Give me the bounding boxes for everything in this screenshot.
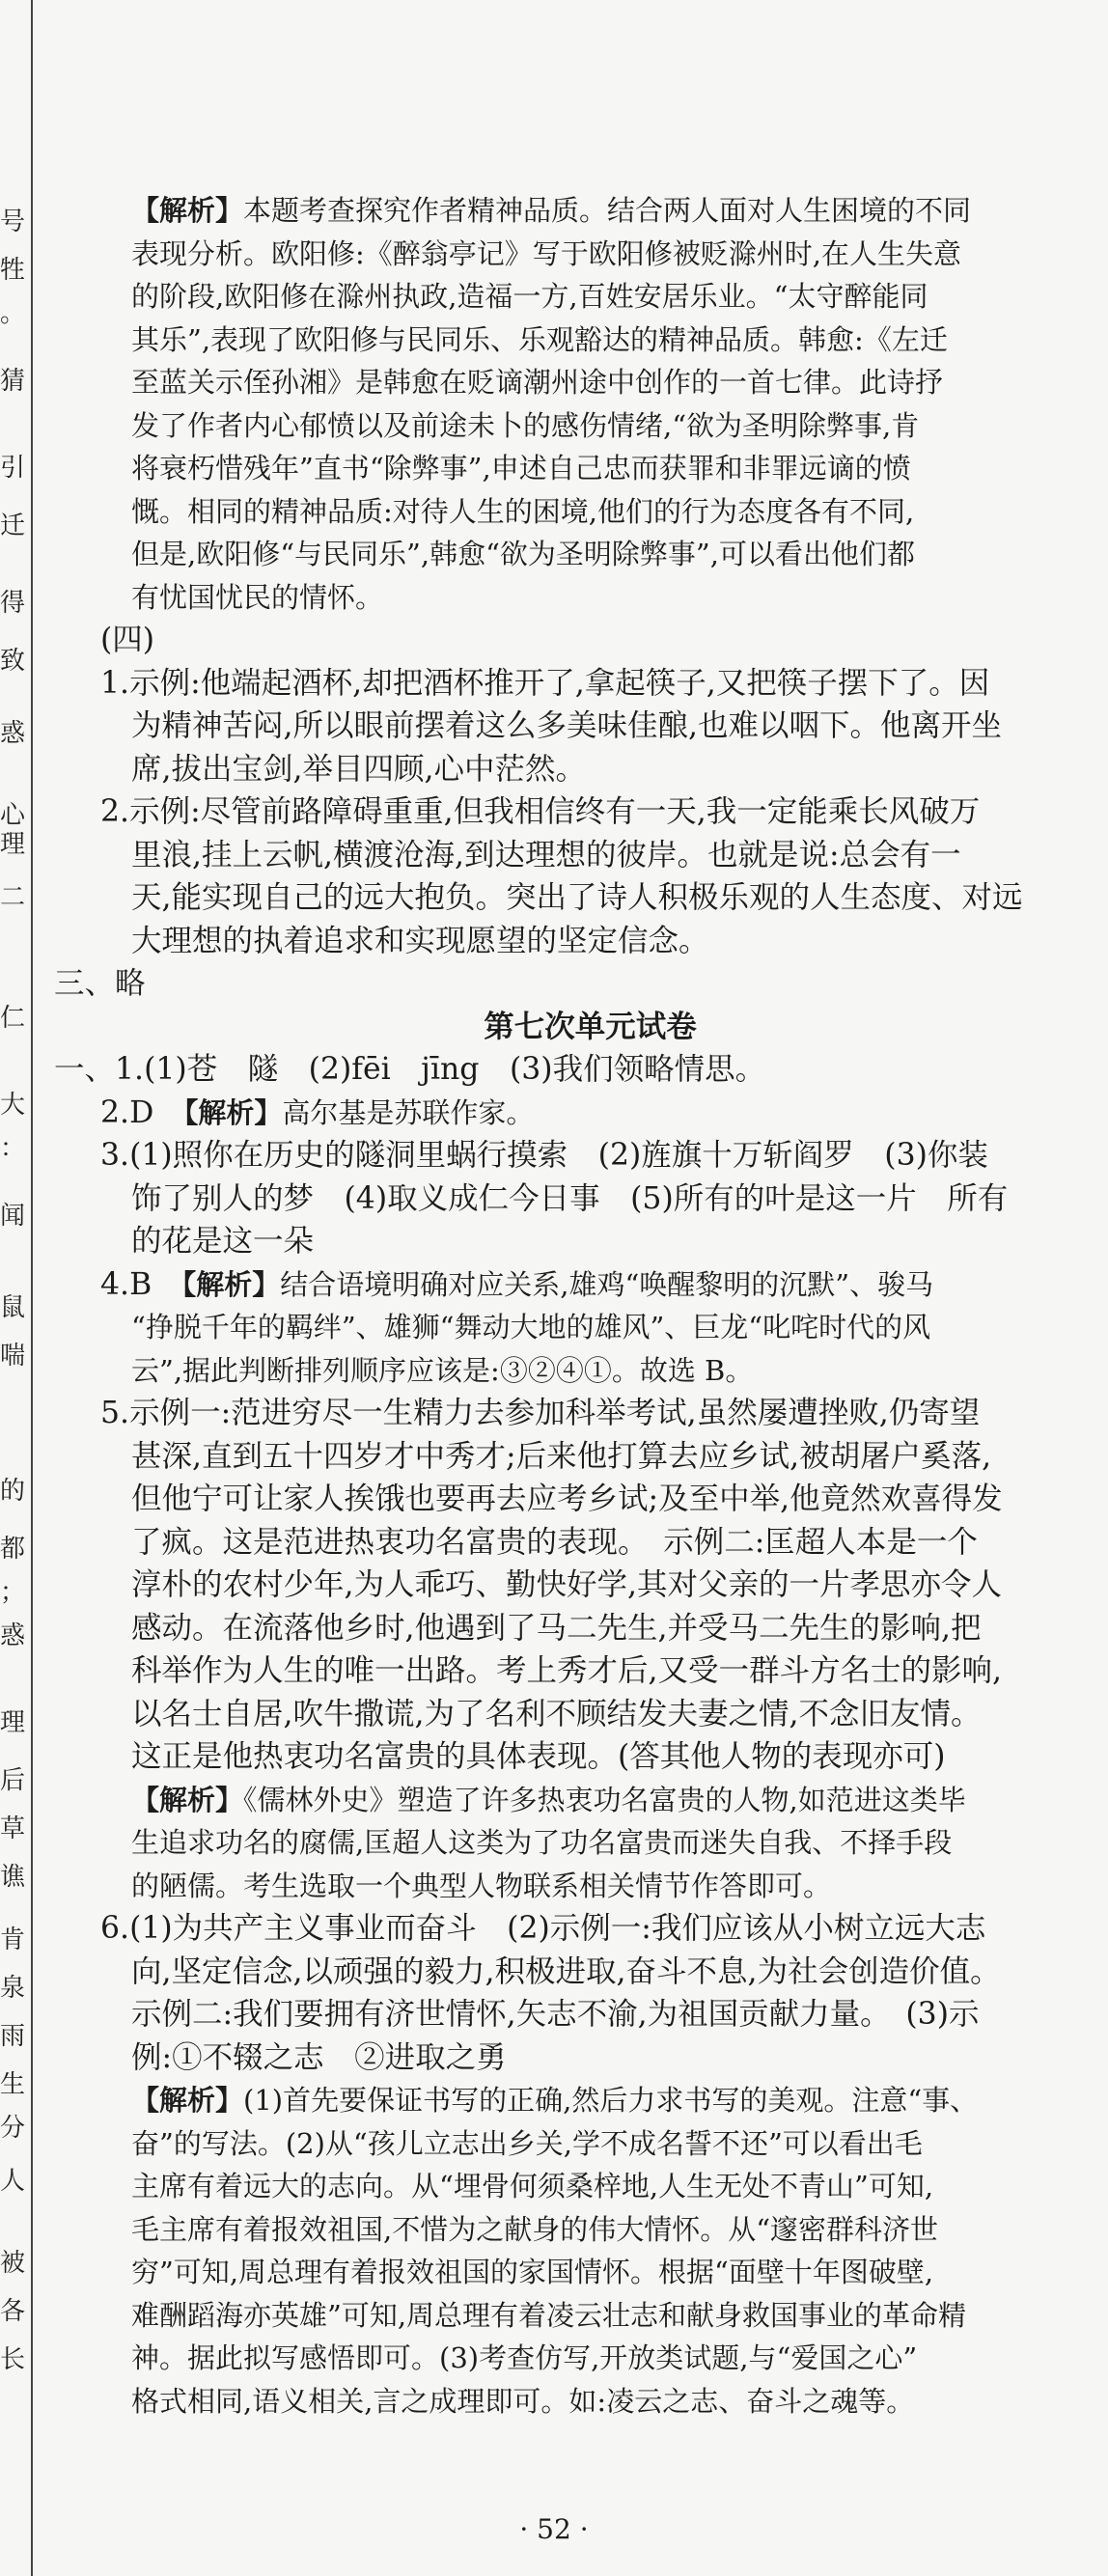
- item-continuation: [100, 834, 1080, 963]
- margin-char: 引: [0, 454, 26, 483]
- question-4: [100, 1263, 1080, 1307]
- analysis-tag: 【解析】: [131, 2084, 244, 2117]
- text-line: 的陋儒。考生选取一个典型人物联系相关情节作答即可。: [131, 1869, 832, 1902]
- margin-char: ；: [0, 1578, 26, 1607]
- text-line: 主席有着远大的志向。从“埋骨何须桑梓地,人生无处不青山”可知,: [131, 2170, 934, 2202]
- answer-item-2: [100, 790, 1080, 834]
- margin-char: 人: [0, 2167, 26, 2196]
- margin-char: 闻: [0, 1202, 26, 1231]
- question-continuation: [100, 1177, 1080, 1263]
- margin-char: 惑: [0, 719, 26, 748]
- margin-char: 长: [0, 2345, 26, 2374]
- analysis-text: 《儒林外史》塑造了许多热衷功名富贵的人物,如范进这类毕: [243, 1783, 966, 1816]
- text-line: 的阶段,欧阳修在滁州执政,造福一方,百姓安居乐业。“太守醉能同: [131, 280, 928, 313]
- analysis-continuation: [100, 1821, 1080, 1907]
- analysis-line: 本题考查探究作者精神品质。结合两人面对人生困境的不同: [243, 194, 972, 227]
- text-line: 表现分析。欧阳修:《醉翁亭记》写于欧阳修被贬滁州时,在人生失意: [131, 236, 961, 270]
- analysis-text: (1)首先要保证书写的正确,然后力求书写的美观。注意“事、: [243, 2084, 979, 2117]
- margin-char: 生: [0, 2070, 26, 2099]
- question-5: [100, 1392, 1080, 1435]
- question-line: 示例一:范进穷尽一生精力去参加科举考试,虽然屡遭挫败,仍寄望: [129, 1396, 981, 1430]
- text-line: 但他宁可让家人挨饿也要再去应考乡试;及至中举,他竟然欢喜得发: [131, 1482, 1003, 1516]
- analysis-text: 结合语境明确对应关系,雄鸡“唤醒黎明的沉默”、骏马: [280, 1267, 934, 1301]
- answer-item-1: [100, 662, 1080, 706]
- answer-letter: D: [129, 1094, 154, 1130]
- question-line: (1)照你在历史的隧洞里蜗行摸索 (2)旌旗十万斩阎罗 (3)你装: [129, 1138, 988, 1173]
- margin-char: 泉: [0, 1974, 26, 2003]
- text-line: 毛主席有着报效祖国,不惜为之献身的伟大情怀。从“邃密群科济世: [131, 2212, 939, 2246]
- margin-char: 大: [0, 1091, 26, 1120]
- text-line: 向,坚定信念,以顽强的毅力,积极进取,奋斗不息,为社会创造价值。: [131, 1953, 1001, 1989]
- question-continuation: [100, 1951, 1080, 2080]
- text-line: 为精神苦闷,所以眼前摆着这么多美味佳酿,也难以咽下。他离开坐: [131, 708, 1003, 743]
- item-number: 1.: [100, 665, 130, 701]
- text-line: 发了作者内心郁愤以及前途未卜的感伤情绪,“欲为圣明除弊事,肯: [131, 408, 920, 442]
- margin-char: 心: [0, 801, 26, 830]
- section-heading-3: 三、略: [54, 966, 146, 1001]
- margin-char: 惑: [0, 1621, 26, 1650]
- text-line: 穷”可知,周总理有着报效祖国的家国情怀。根据“面壁十年图破壁,: [131, 2256, 934, 2288]
- text-line: 云”,据此判断排列顺序应该是:③②④①。故选 B。: [131, 1353, 754, 1387]
- question-prefix: 一、1.: [54, 1052, 145, 1087]
- margin-char: 致: [0, 647, 26, 676]
- q5-analysis: [100, 1779, 1080, 1822]
- text-line: 难酬蹈海亦英雄”可知,周总理有着凌云壮志和献身救国事业的革命精: [131, 2298, 967, 2332]
- text-line: 大理想的执着追求和实现愿望的坚定信念。: [131, 923, 709, 958]
- answer-content: [54, 189, 1080, 2423]
- margin-char: 号: [0, 208, 26, 236]
- text-line: 饰了别人的梦 (4)取义成仁今日事 (5)所有的叶是这一片 所有: [131, 1180, 1009, 1216]
- item-number: 2.: [100, 794, 130, 829]
- question-continuation: [100, 1435, 1080, 1779]
- answer-letter: B: [129, 1266, 152, 1302]
- text-line: 至蓝关示侄孙湘》是韩愈在贬谪潮州途中创作的一首七律。此诗抒: [131, 366, 944, 399]
- item-line: 示例:尽管前路障碍重重,但我相信终有一天,我一定能乘长风破万: [129, 794, 981, 829]
- analysis-tag: 【解析】: [131, 1783, 244, 1816]
- text-line: 将衰朽惜残年”直书“除弊事”,申述自己忠而获罪和非罪远谪的愤: [131, 452, 911, 485]
- section-heading-4: (四): [100, 623, 155, 657]
- text-line: 里浪,挂上云帆,横渡沧海,到达理想的彼岸。也就是说:总会有一: [131, 837, 961, 873]
- text-line: 淳朴的农村少年,为人乖巧、勤快好学,其对父亲的一片孝思亦令人: [131, 1567, 1003, 1602]
- item-continuation: [100, 705, 1080, 790]
- question-text: (1)苍 隧 (2)fēi jīng (3)我们领略情思。: [144, 1052, 766, 1087]
- text-line: 例:①不辍之志 ②进取之勇: [131, 2039, 507, 2075]
- margin-char: 。: [0, 299, 26, 328]
- analysis-tag: 【解析】: [183, 1095, 283, 1129]
- analysis-tag: 【解析】: [181, 1267, 281, 1301]
- margin-char: 牲: [0, 256, 26, 285]
- unit-title: 第七次单元试卷: [484, 1008, 697, 1044]
- question-number: 4.: [100, 1266, 130, 1302]
- text-line: 示例二:我们要拥有济世情怀,矢志不渝,为祖国贡献力量。 (3)示: [131, 1997, 980, 2032]
- margin-char: 仁: [0, 1004, 26, 1033]
- margin-char: 猜: [0, 367, 26, 396]
- margin-char: 后: [0, 1766, 26, 1795]
- text-line: 格式相同,语义相关,言之成理即可。如:凌云之志、奋斗之魂等。: [131, 2384, 915, 2418]
- margin-char: 的: [0, 1477, 26, 1506]
- margin-char: 被: [0, 2249, 26, 2278]
- margin-char: 理: [0, 830, 26, 859]
- text-line: 以名士自居,吹牛撒谎,为了名利不顾结发夫妻之情,不念旧友情。: [131, 1696, 982, 1731]
- text-line: 席,拔出宝剑,举目四顾,心中茫然。: [131, 751, 587, 787]
- text-line: 奋”的写法。(2)从“孩儿立志出乡关,学不成名誓不还”可以看出毛: [131, 2126, 923, 2160]
- question-6: [100, 1907, 1080, 1951]
- margin-char: ：: [0, 1134, 26, 1163]
- question-number: 2.: [100, 1094, 130, 1130]
- margin-char: 分: [0, 2114, 26, 2143]
- text-line: “挣脱千年的羁绊”、雄狮“舞动大地的雄风”、巨龙“叱咤时代的风: [131, 1311, 931, 1343]
- text-line: 神。据此拟写感悟即可。(3)考查仿写,开放类试题,与“爱国之心”: [131, 2341, 918, 2374]
- text-line: 了疯。这是范进热衷功名富贵的表现。 示例二:匡超人本是一个: [131, 1524, 978, 1560]
- analysis-continuation: [100, 233, 1080, 620]
- question-continuation: [100, 1306, 1080, 1392]
- question-number: 5.: [100, 1396, 130, 1430]
- text-line: 甚深,直到五十四岁才中秀才;后来他打算去应乡试,被胡屠户奚落,: [131, 1438, 992, 1474]
- text-line: 感动。在流落他乡时,他遇到了马二先生,并受马二先生的影响,把: [131, 1610, 982, 1646]
- text-line: 这正是他热衷功名富贵的具体表现。(答其他人物的表现亦可): [131, 1739, 946, 1774]
- question-3: [100, 1134, 1080, 1177]
- text-line: 天,能实现自己的远大抱负。突出了诗人积极乐观的人生态度、对远: [131, 880, 1023, 915]
- margin-char: 谯: [0, 1863, 26, 1892]
- question-number: 6.: [100, 1911, 130, 1946]
- margin-char: 肯: [0, 1925, 26, 1954]
- margin-char: 喘: [0, 1342, 26, 1371]
- text-line: 生追求功名的腐儒,匡超人这类为了功名富贵而迷失自我、不择手段: [131, 1826, 953, 1859]
- margin-char: 得: [0, 589, 26, 618]
- page-number: · 52 ·: [519, 2513, 589, 2545]
- text-line: 慨。相同的精神品质:对待人生的困境,他们的行为态度各有不同,: [131, 494, 915, 528]
- analysis-continuation: [100, 2122, 1080, 2424]
- question-number: 3.: [100, 1138, 130, 1173]
- question-2: [100, 1092, 1080, 1135]
- text-line: 科举作为人生的唯一出路。考上秀才后,又受一群斗方名士的影响,: [131, 1653, 1003, 1688]
- margin-char: 都: [0, 1535, 26, 1564]
- text-line: 有忧国忧民的情怀。: [131, 580, 384, 614]
- margin-char: 鼠: [0, 1293, 26, 1322]
- text-line: 其乐”,表现了欧阳修与民同乐、乐观豁达的精神品质。韩愈:《左迁: [131, 322, 948, 356]
- margin-char: 各: [0, 2297, 26, 2326]
- margin-char: 二: [0, 883, 26, 912]
- question-1: [54, 1048, 1080, 1092]
- text-line: 的花是这一朵: [131, 1224, 315, 1259]
- margin-char: 雨: [0, 2022, 26, 2051]
- analysis-text: 高尔基是苏联作家。: [282, 1095, 535, 1129]
- q6-analysis: [100, 2079, 1080, 2122]
- margin-char: 草: [0, 1814, 26, 1843]
- item-line: 示例:他端起酒杯,却把酒杯推开了,拿起筷子,又把筷子摆下了。因: [129, 665, 990, 701]
- margin-char: 理: [0, 1708, 26, 1737]
- margin-char: 迁: [0, 512, 26, 540]
- question-line: (1)为共产主义事业而奋斗 (2)示例一:我们应该从小树立远大志: [129, 1911, 986, 1946]
- analysis-paragraph: [100, 189, 1080, 233]
- analysis-tag: 【解析】: [131, 194, 244, 227]
- text-line: 但是,欧阳修“与民同乐”,韩愈“欲为圣明除弊事”,可以看出他们都: [131, 538, 915, 570]
